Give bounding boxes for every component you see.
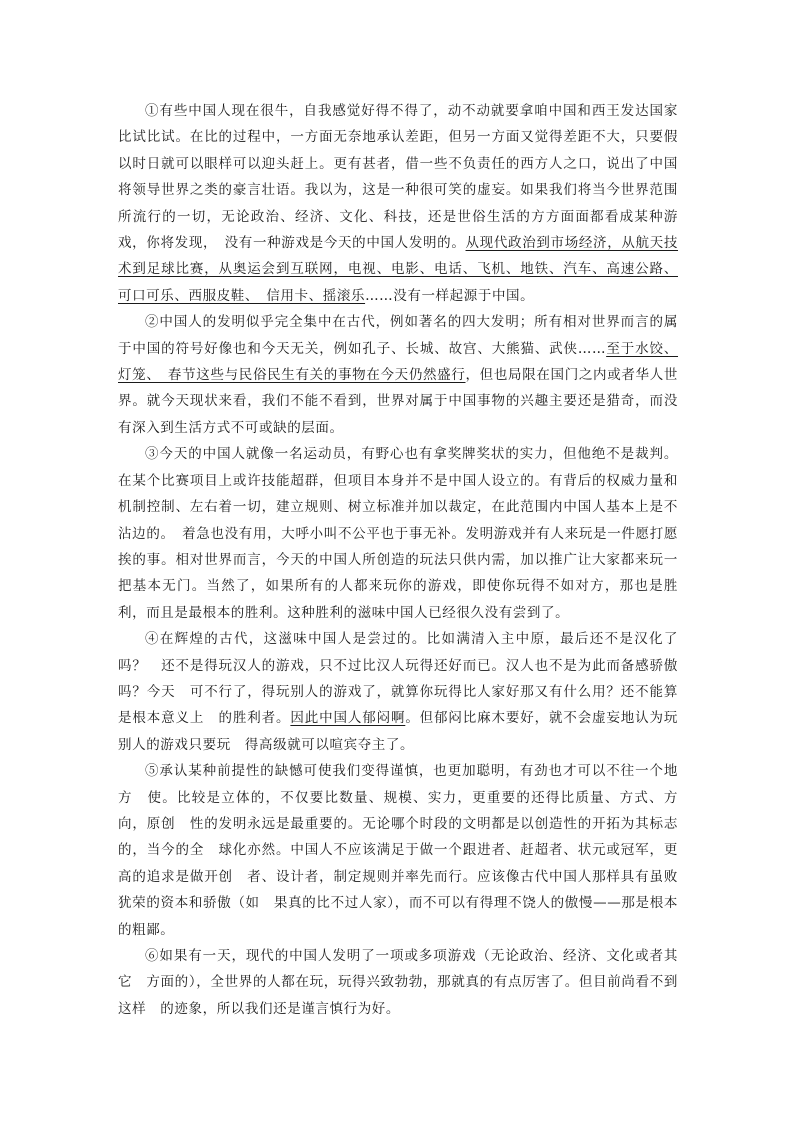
paragraph-2 [118,309,678,441]
paragraph-4-text-a: ④在辉煌的古代，这滋味中国人是尝过的。比如满清入主中原，最后还不是汉化了吗？ 还不是得玩汉人的游戏，只不过比汉人玩得还好而已。汉人也不是为此而备感骄傲吗？今天 可不行了，得玩别人的游戏了，就算你玩得比人家好那又有什么用？还不能算是根本意义上 的胜利者。 [118,631,678,727]
paragraph-6 [118,943,678,1022]
paragraph-1-underlined: 从现代政治到市场经济，从航天技术到足球比赛，从奥运会到互联网，电视、电影、电话、飞机、地铁、汽车、高速公路、可口可乐、西服皮鞋、 信用卡、摇滚乐 [118,235,679,304]
paragraph-2-underlined: 至于水饺、灯笼、 春节这些与民俗民生有关的事物在今天仍然盛行 [118,340,679,384]
paragraph-1-text-b: ……没有一样起源于中国。 [365,287,535,304]
paragraph-3-text-a: ③今天的中国人就像一名运动员，有野心也有拿奖牌奖状的实力，但他绝不是裁判。在某个比赛项目上或许技能超群，但项目本身并不是中国人设立的。有背后的权威力量和机制控制、左右着一切，建立规则、树立标准并加以裁定，在此范围内中国人基本上是不沾边的。 着急也没有用，大呼小叫不公平也于事无补。发明游戏并有人来玩是一件愿打愿挨的事。相对世界而言，今天的中国人所创造的玩法只供内需，加以推广让大家都来玩一把基本无门。当然了，如果所有的人都来玩你的游戏，即使你玩得不如对方，那也是胜利，而且是最根本的胜利。这种胜利的滋味中国人已经很久没有尝到了。 [118,446,678,621]
paragraph-3 [118,441,678,626]
paragraph-5 [118,758,678,943]
paragraph-2-text-b: ，但也局限在国门之内或者华人世界。就今天现状来看，我们不能不看到，世界对属于中国事物的兴趣主要还是猎奇，而没有深入到生活方式不可或缺的层面。 [118,367,679,436]
paragraph-6-text-a: ⑥如果有一天，现代的中国人发明了一项或多项游戏（无论政治、经济、文化或者其它 方面的），全世界的人都在玩，玩得兴致勃勃，那就真的有点厉害了。但目前尚看不到这样 的迹象，所以我们还是谨言慎行为好。 [118,948,678,1017]
paragraph-4-text-b: 。但郁闷比麻木要好，就不会虚妄地认为玩别人的游戏只要玩 得高级就可以喧宾夺主了。 [118,710,678,753]
paragraph-5-text-a: ⑤承认某种前提性的缺憾可使我们变得谨慎，也更加聪明，有劲也才可以不往一个地方 使。比较是立体的，不仅要比数量、规模、实力，更重要的还得比质量、方式、方向，原创 性的发明永远是最重要的。无论哪个时段的文明都是以创造性的开拓为其标志的，当今的全 球化亦然。中国人不应该满足于做一个跟进者、赶超者、状元或冠军，更高的追求是做开创 者、设计者，制定规则并率先而行。应该像古代中国人那样具有虽败犹荣的资本和骄傲（如 果真的比不过人家），而不可以有得理不饶人的傲慢——那是根本的粗鄙。 [118,763,678,938]
paragraph-2-text-a: ②中国人的发明似乎完全集中在古代，例如著名的四大发明；所有相对世界而言的属于中国的符号好像也和今天无关，例如孔子、长城、故宫、大熊猫、武侠…… [118,314,678,357]
paragraph-4 [118,626,678,758]
paragraph-4-underlined: 因此中国人郁闷啊 [290,710,406,727]
article [118,98,678,1022]
paragraph-1-text-a: ①有些中国人现在很牛，自我感觉好得不得了，动不动就要拿咱中国和西王发达国家比试比试。在比的过程中，一方面无奈地承认差距，但另一方面又觉得差距不大，只要假以时日就可以眼样可以迎头赶上。更有甚者，借一些不负责任的西方人之口，说出了中国将领导世界之类的豪言壮语。我以为，这是一种很可笑的虚妄。如果我们将当今世界范围所流行的一切，无论政治、经济、文化、科技，还是世俗生活的方方面面都看成某种游戏，你将发现， 没有一种游戏是今天的中国人发明的。 [118,103,678,252]
paragraph-1 [118,98,678,309]
